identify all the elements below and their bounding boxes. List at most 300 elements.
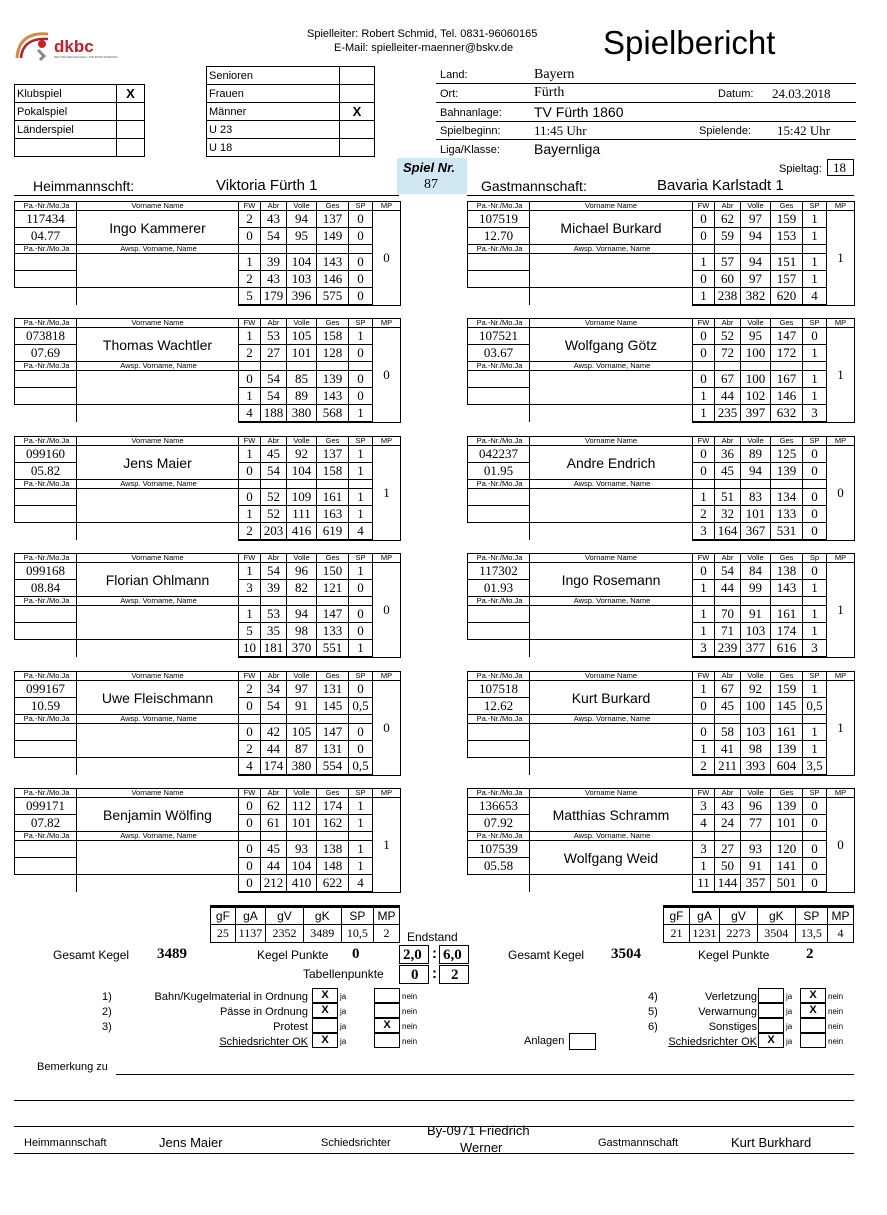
game-cell[interactable]: 120 [771,841,803,858]
game-cell[interactable]: 104 [287,463,317,480]
game-cell[interactable] [239,597,261,606]
game-cell[interactable]: 98 [287,623,317,640]
game-cell[interactable]: 0 [693,345,715,362]
match-type-mark[interactable]: X [117,85,145,103]
game-cell[interactable]: 3 [693,841,715,858]
birth-month-year[interactable]: 08.84 [15,580,77,597]
total-cell[interactable]: 367 [741,523,771,541]
game-cell[interactable]: 1 [239,563,261,580]
check-ja-box[interactable] [312,1003,338,1018]
total-cell[interactable]: 619 [317,523,349,541]
game-cell[interactable]: 137 [317,446,349,463]
birth-month-year[interactable]: 03.67 [468,345,530,362]
class-mark[interactable] [340,85,375,103]
game-cell[interactable]: 100 [741,345,771,362]
game-cell[interactable]: 149 [317,228,349,245]
check-ja-box[interactable] [758,1018,784,1033]
check-ja-box[interactable] [312,1018,338,1033]
total-cell[interactable]: 370 [287,640,317,658]
total-cell[interactable]: 203 [261,523,287,541]
sub-birth-month-year[interactable] [468,741,530,758]
game-cell[interactable]: 1 [239,328,261,345]
check-nein-box[interactable] [800,1003,826,1018]
total-cell[interactable]: 1 [693,288,715,306]
game-cell[interactable] [715,832,741,841]
game-cell[interactable] [771,480,803,489]
pass-number[interactable]: 099167 [15,681,77,698]
game-cell[interactable]: 98 [741,741,771,758]
game-cell[interactable]: 0 [693,563,715,580]
sub-birth-month-year[interactable] [15,506,77,523]
mp-value[interactable]: 0 [827,446,855,541]
total-cell[interactable]: 357 [741,875,771,893]
game-cell[interactable]: 0 [349,271,373,288]
game-cell[interactable]: 0 [803,506,827,523]
mp-value[interactable]: 0 [373,328,401,423]
totals-value[interactable]: 10,5 [341,925,373,943]
totals-value[interactable]: 2 [374,925,400,943]
game-cell[interactable]: 54 [715,563,741,580]
total-cell[interactable]: 568 [317,405,349,423]
totals-value[interactable]: 13,5 [795,925,827,943]
game-cell[interactable]: 35 [261,623,287,640]
check-nein-box[interactable] [800,1033,826,1048]
game-cell[interactable]: 44 [261,741,287,758]
match-type-mark[interactable] [117,103,145,121]
game-cell[interactable] [741,715,771,724]
game-cell[interactable]: 67 [715,371,741,388]
total-cell[interactable]: 11 [693,875,715,893]
game-cell[interactable] [803,832,827,841]
sub-pass-number[interactable] [468,254,530,271]
game-cell[interactable]: 60 [715,271,741,288]
player-name[interactable]: Ingo Kammerer [77,211,239,245]
pass-number[interactable]: 099171 [15,798,77,815]
total-cell[interactable]: 382 [741,288,771,306]
game-cell[interactable]: 91 [741,606,771,623]
game-cell[interactable]: 0,5 [803,698,827,715]
game-cell[interactable]: 146 [771,388,803,405]
pass-number[interactable]: 042237 [468,446,530,463]
game-cell[interactable]: 85 [287,371,317,388]
sub-player-name[interactable] [77,254,239,288]
sub-player-name[interactable] [530,724,693,758]
game-cell[interactable] [317,480,349,489]
game-cell[interactable]: 0 [693,371,715,388]
game-cell[interactable]: 1 [803,371,827,388]
game-cell[interactable]: 1 [349,328,373,345]
game-cell[interactable] [317,715,349,724]
player-name[interactable]: Jens Maier [77,446,239,480]
game-cell[interactable]: 94 [741,228,771,245]
game-cell[interactable]: 24 [715,815,741,832]
sub-birth-month-year[interactable] [468,271,530,288]
game-cell[interactable] [287,245,317,254]
game-cell[interactable] [239,480,261,489]
game-cell[interactable]: 0 [349,580,373,597]
game-cell[interactable]: 70 [715,606,741,623]
game-cell[interactable] [261,597,287,606]
game-cell[interactable]: 0 [803,798,827,815]
game-cell[interactable]: 3 [239,580,261,597]
game-cell[interactable]: 1 [803,580,827,597]
player-name[interactable]: Benjamin Wölfing [77,798,239,832]
game-cell[interactable]: 50 [715,858,741,875]
game-cell[interactable] [317,597,349,606]
game-cell[interactable] [239,715,261,724]
pass-number[interactable]: 107518 [468,681,530,698]
game-cell[interactable]: 36 [715,446,741,463]
game-cell[interactable]: 44 [715,388,741,405]
game-cell[interactable]: 143 [771,580,803,597]
mp-value[interactable]: 0 [827,798,855,893]
game-cell[interactable]: 131 [317,681,349,698]
game-cell[interactable]: 1 [803,211,827,228]
sub-birth-month-year[interactable] [468,623,530,640]
player-name[interactable]: Ingo Rosemann [530,563,693,597]
game-cell[interactable] [771,245,803,254]
total-cell[interactable]: 0,5 [349,758,373,776]
game-cell[interactable]: 71 [715,623,741,640]
game-cell[interactable]: 148 [317,858,349,875]
game-cell[interactable]: 146 [317,271,349,288]
game-cell[interactable]: 151 [771,254,803,271]
game-cell[interactable]: 43 [261,211,287,228]
sub-pass-number[interactable] [15,254,77,271]
game-cell[interactable]: 101 [287,815,317,832]
game-cell[interactable]: 1 [693,858,715,875]
game-cell[interactable]: 94 [287,211,317,228]
check-ja-box[interactable] [312,1033,338,1048]
game-cell[interactable]: 2 [693,506,715,523]
mp-value[interactable]: 1 [827,681,855,776]
birth-month-year[interactable]: 07.82 [15,815,77,832]
game-cell[interactable] [693,597,715,606]
game-cell[interactable]: 139 [771,463,803,480]
game-cell[interactable]: 133 [771,506,803,523]
game-cell[interactable] [317,362,349,371]
player-name[interactable]: Michael Burkard [530,211,693,245]
game-cell[interactable]: 0 [349,371,373,388]
game-cell[interactable]: 52 [261,506,287,523]
game-cell[interactable]: 54 [261,228,287,245]
sub-player-name[interactable] [77,489,239,523]
game-cell[interactable]: 1 [349,489,373,506]
game-cell[interactable] [715,362,741,371]
game-cell[interactable]: 97 [741,211,771,228]
total-cell[interactable]: 3 [693,640,715,658]
pass-number[interactable]: 073818 [15,328,77,345]
game-cell[interactable]: 0 [239,371,261,388]
game-cell[interactable] [261,480,287,489]
total-cell[interactable]: 211 [715,758,741,776]
sub-birth-month-year[interactable] [15,271,77,288]
game-cell[interactable]: 150 [317,563,349,580]
game-cell[interactable]: 1 [693,580,715,597]
game-cell[interactable]: 96 [741,798,771,815]
sub-birth-month-year[interactable] [468,388,530,405]
game-cell[interactable]: 0 [803,328,827,345]
game-cell[interactable]: 1 [803,271,827,288]
game-cell[interactable]: 0 [239,841,261,858]
game-cell[interactable]: 1 [349,563,373,580]
total-cell[interactable]: 575 [317,288,349,306]
game-cell[interactable] [261,715,287,724]
game-cell[interactable] [803,480,827,489]
game-cell[interactable]: 147 [317,606,349,623]
game-cell[interactable]: 96 [287,563,317,580]
game-cell[interactable] [261,832,287,841]
total-cell[interactable]: 3,5 [803,758,827,776]
game-cell[interactable]: 57 [715,254,741,271]
check-ja-box[interactable] [758,988,784,1003]
game-cell[interactable] [349,597,373,606]
game-cell[interactable]: 139 [771,741,803,758]
total-cell[interactable]: 604 [771,758,803,776]
game-cell[interactable]: 0 [239,724,261,741]
game-cell[interactable]: 1 [693,489,715,506]
class-mark[interactable] [340,67,375,85]
game-cell[interactable]: 0 [803,858,827,875]
game-cell[interactable]: 1 [349,858,373,875]
totals-value[interactable]: 2273 [720,925,758,943]
game-cell[interactable]: 52 [261,489,287,506]
total-cell[interactable]: 554 [317,758,349,776]
game-cell[interactable]: 44 [715,580,741,597]
total-cell[interactable]: 4 [803,288,827,306]
game-cell[interactable]: 91 [287,698,317,715]
total-cell[interactable]: 377 [741,640,771,658]
game-cell[interactable]: 104 [287,254,317,271]
total-cell[interactable]: 531 [771,523,803,541]
sub-player-name[interactable] [530,371,693,405]
game-cell[interactable]: 162 [317,815,349,832]
game-cell[interactable]: 121 [317,580,349,597]
totals-value[interactable]: 21 [664,925,690,943]
game-cell[interactable]: 159 [771,681,803,698]
totals-value[interactable]: 1231 [689,925,719,943]
game-cell[interactable]: 42 [261,724,287,741]
game-cell[interactable]: 100 [741,371,771,388]
total-cell[interactable]: 0 [349,288,373,306]
game-cell[interactable] [693,832,715,841]
game-cell[interactable] [317,832,349,841]
game-cell[interactable]: 100 [741,698,771,715]
game-cell[interactable] [693,480,715,489]
player-name[interactable]: Andre Endrich [530,446,693,480]
game-cell[interactable] [261,362,287,371]
game-cell[interactable]: 5 [239,623,261,640]
pass-number[interactable]: 107519 [468,211,530,228]
game-cell[interactable]: 134 [771,489,803,506]
check-nein-box[interactable] [374,1003,400,1018]
game-cell[interactable]: 54 [261,463,287,480]
game-cell[interactable] [803,362,827,371]
game-cell[interactable]: 159 [771,211,803,228]
sub-player-name[interactable] [530,254,693,288]
game-cell[interactable]: 1 [803,724,827,741]
game-cell[interactable]: 93 [287,841,317,858]
pass-number[interactable]: 117302 [468,563,530,580]
total-cell[interactable]: 393 [741,758,771,776]
game-cell[interactable]: 1 [349,463,373,480]
game-cell[interactable]: 101 [771,815,803,832]
total-cell[interactable]: 380 [287,758,317,776]
game-cell[interactable]: 0 [349,606,373,623]
birth-month-year[interactable]: 01.95 [468,463,530,480]
game-cell[interactable]: 1 [239,446,261,463]
game-cell[interactable] [349,832,373,841]
game-cell[interactable]: 0 [349,211,373,228]
game-cell[interactable]: 61 [261,815,287,832]
game-cell[interactable]: 0 [693,724,715,741]
class-mark[interactable]: X [340,103,375,121]
sub-pass-number[interactable] [15,606,77,623]
game-cell[interactable]: 62 [261,798,287,815]
game-cell[interactable] [715,245,741,254]
game-cell[interactable]: 97 [287,681,317,698]
game-cell[interactable]: 54 [261,388,287,405]
total-cell[interactable]: 620 [771,288,803,306]
game-cell[interactable]: 43 [715,798,741,815]
total-cell[interactable]: 397 [741,405,771,423]
game-cell[interactable]: 1 [349,815,373,832]
game-cell[interactable]: 105 [287,724,317,741]
game-cell[interactable]: 143 [317,254,349,271]
total-cell[interactable]: 2 [239,523,261,541]
game-cell[interactable]: 0 [349,345,373,362]
game-cell[interactable] [803,597,827,606]
check-nein-box[interactable] [374,988,400,1003]
pass-number[interactable]: 099160 [15,446,77,463]
game-cell[interactable]: 125 [771,446,803,463]
game-cell[interactable]: 0 [693,463,715,480]
game-cell[interactable]: 34 [261,681,287,698]
game-cell[interactable]: 45 [715,698,741,715]
game-cell[interactable]: 94 [287,606,317,623]
game-cell[interactable]: 1 [803,606,827,623]
check-nein-box[interactable] [374,1033,400,1048]
match-type-mark[interactable] [117,139,145,157]
game-cell[interactable]: 174 [317,798,349,815]
game-cell[interactable]: 87 [287,741,317,758]
game-cell[interactable] [771,715,803,724]
game-cell[interactable]: 0 [693,698,715,715]
sub-birth-month-year[interactable]: 05.58 [468,858,530,875]
total-cell[interactable]: 235 [715,405,741,423]
game-cell[interactable]: 27 [261,345,287,362]
sub-birth-month-year[interactable] [468,506,530,523]
game-cell[interactable]: 153 [771,228,803,245]
game-cell[interactable]: 51 [715,489,741,506]
birth-month-year[interactable]: 07.92 [468,815,530,832]
total-cell[interactable]: 1 [349,640,373,658]
total-cell[interactable]: 501 [771,875,803,893]
game-cell[interactable]: 45 [715,463,741,480]
total-cell[interactable]: 144 [715,875,741,893]
game-cell[interactable]: 1 [693,623,715,640]
game-cell[interactable]: 111 [287,506,317,523]
game-cell[interactable]: 91 [741,858,771,875]
game-cell[interactable]: 95 [287,228,317,245]
total-cell[interactable]: 4 [239,758,261,776]
game-cell[interactable]: 1 [349,798,373,815]
game-cell[interactable]: 0 [803,841,827,858]
game-cell[interactable]: 77 [741,815,771,832]
game-cell[interactable] [741,245,771,254]
game-cell[interactable]: 145 [317,698,349,715]
sub-player-name[interactable]: Wolfgang Weid [530,841,693,875]
total-cell[interactable]: 0 [803,875,827,893]
total-cell[interactable]: 5 [239,288,261,306]
game-cell[interactable]: 112 [287,798,317,815]
sub-pass-number[interactable] [468,489,530,506]
game-cell[interactable] [349,480,373,489]
game-cell[interactable] [693,245,715,254]
sub-pass-number[interactable]: 107539 [468,841,530,858]
game-cell[interactable] [741,362,771,371]
game-cell[interactable] [741,832,771,841]
game-cell[interactable]: 0 [349,681,373,698]
game-cell[interactable]: 2 [239,681,261,698]
game-cell[interactable]: 2 [239,271,261,288]
pass-number[interactable]: 107521 [468,328,530,345]
game-cell[interactable]: 103 [741,724,771,741]
game-cell[interactable]: 43 [261,271,287,288]
game-cell[interactable]: 52 [715,328,741,345]
sub-player-name[interactable] [77,724,239,758]
total-cell[interactable]: 181 [261,640,287,658]
birth-month-year[interactable]: 12.62 [468,698,530,715]
total-cell[interactable]: 616 [771,640,803,658]
game-cell[interactable]: 92 [287,446,317,463]
birth-month-year[interactable]: 10.59 [15,698,77,715]
totals-value[interactable]: 25 [211,925,236,943]
game-cell[interactable] [803,245,827,254]
mp-value[interactable]: 1 [827,211,855,306]
game-cell[interactable]: 143 [317,388,349,405]
game-cell[interactable] [693,362,715,371]
game-cell[interactable]: 94 [741,463,771,480]
game-cell[interactable]: 45 [261,841,287,858]
game-cell[interactable]: 0 [349,623,373,640]
mp-value[interactable]: 1 [827,328,855,423]
game-cell[interactable]: 0 [349,741,373,758]
game-cell[interactable] [349,362,373,371]
mp-value[interactable]: 1 [827,563,855,658]
game-cell[interactable]: 0,5 [349,698,373,715]
pass-number[interactable]: 099168 [15,563,77,580]
mp-value[interactable]: 1 [373,798,401,893]
total-cell[interactable]: 416 [287,523,317,541]
total-cell[interactable]: 212 [261,875,287,893]
game-cell[interactable]: 131 [317,741,349,758]
sub-birth-month-year[interactable] [15,858,77,875]
total-cell[interactable]: 239 [715,640,741,658]
game-cell[interactable] [803,715,827,724]
total-cell[interactable]: 4 [349,523,373,541]
total-cell[interactable]: 10 [239,640,261,658]
game-cell[interactable]: 1 [349,446,373,463]
game-cell[interactable]: 62 [715,211,741,228]
total-cell[interactable]: 551 [317,640,349,658]
game-cell[interactable]: 174 [771,623,803,640]
totals-value[interactable]: 3489 [303,925,341,943]
game-cell[interactable]: 0 [349,388,373,405]
game-cell[interactable]: 0 [693,446,715,463]
game-cell[interactable] [715,715,741,724]
game-cell[interactable]: 103 [287,271,317,288]
